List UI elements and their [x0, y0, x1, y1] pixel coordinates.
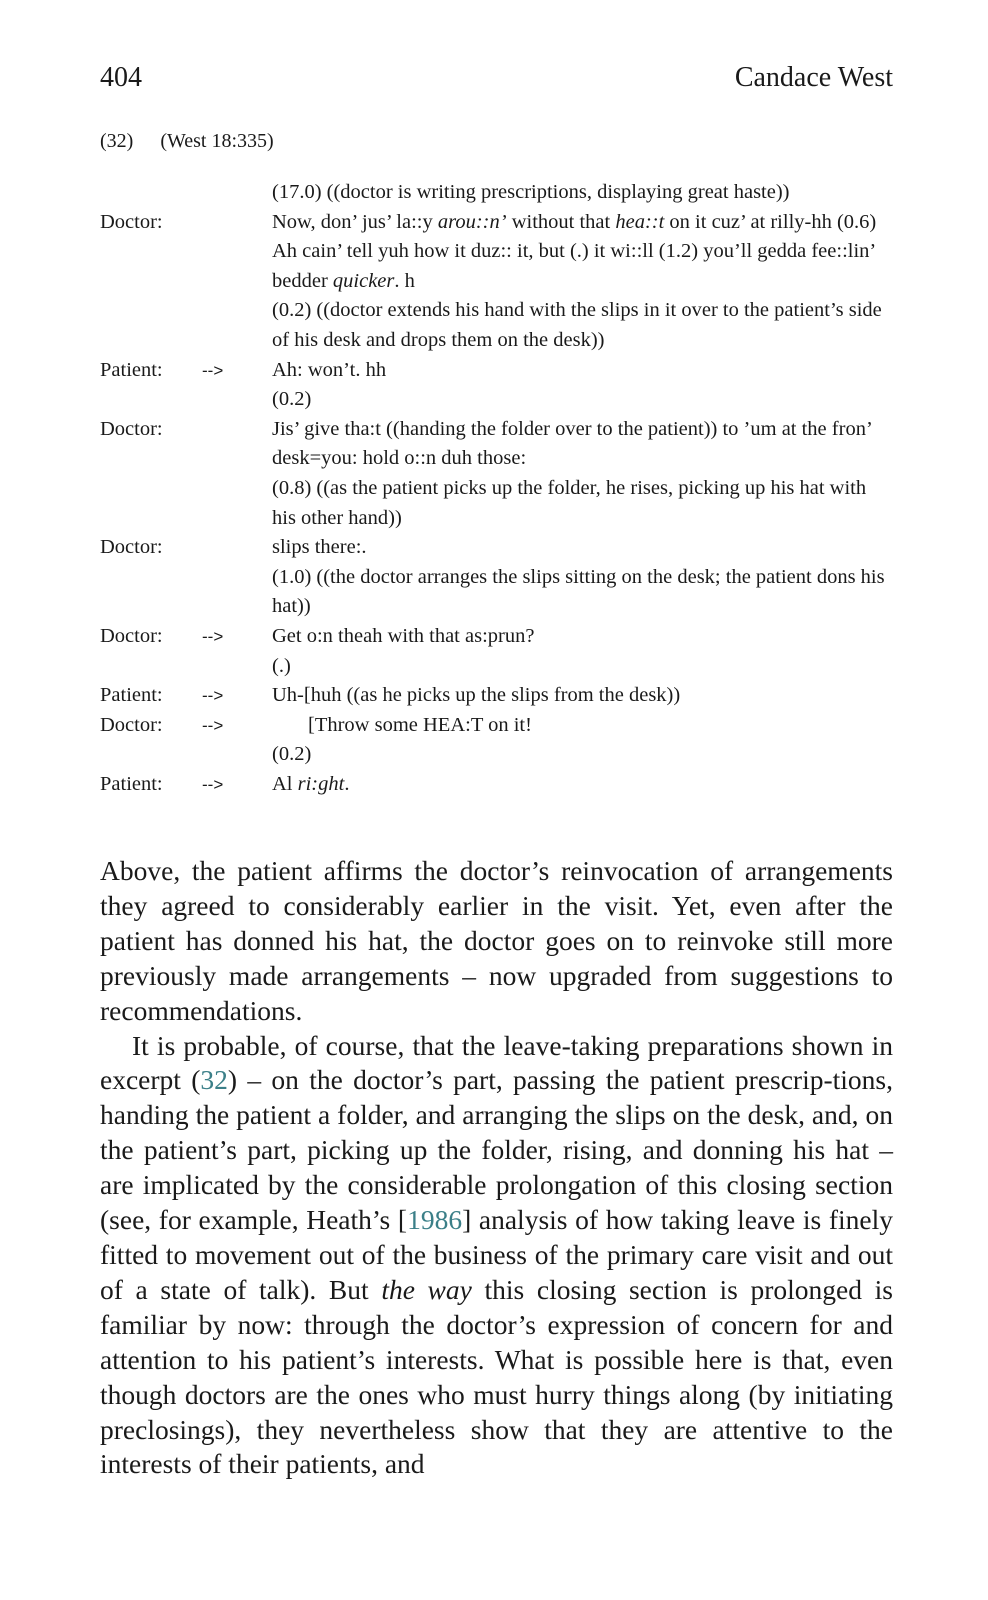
text-segment: Now, don’ jus’ la::y — [272, 210, 438, 233]
excerpt-reference-link[interactable]: 32 — [200, 1064, 228, 1096]
transcript-line — [100, 178, 893, 208]
speaker-label: Doctor: — [100, 417, 163, 440]
emphasized-segment: ri:ght — [297, 772, 345, 795]
excerpt-label — [100, 130, 296, 153]
arrow-marker: --> — [202, 686, 224, 706]
text-segment: Al — [272, 772, 298, 795]
body-text — [100, 854, 893, 1482]
transcript — [100, 178, 893, 799]
utterance-text — [272, 208, 893, 297]
utterance-text: (17.0) ((doctor is writing prescriptions, displaying great haste)) — [272, 181, 790, 203]
utterance-text: [Throw some HEA:T on it! — [308, 713, 532, 736]
emphasis: the way — [381, 1273, 472, 1305]
text-segment: on it cuz’ at rilly-hh (0.6) Ah cain’ tell yuh how it duz:: it, but (.) it wi::ll (1.2) you’ll gedda fee::lin’ bedder — [272, 210, 877, 292]
speaker-label: Patient: — [100, 358, 163, 381]
utterance-text: slips there:. — [272, 536, 367, 559]
emphasized-segment: hea::t — [615, 210, 665, 233]
transcript-line — [100, 533, 893, 563]
utterance-text: (0.2) ((doctor extends his hand with the slips in it over to the patient’s side of his desk and drops them on the desk)) — [272, 299, 882, 351]
speaker-label: Patient: — [100, 684, 163, 707]
utterance-text: Get o:n theah with that as:prun? — [272, 624, 535, 647]
arrow-marker: --> — [202, 626, 224, 646]
transcript-line — [100, 385, 893, 415]
emphasized-segment: arou::n’ — [437, 210, 507, 233]
transcript-line — [100, 622, 893, 652]
transcript-line — [100, 208, 893, 297]
transcript-line — [100, 681, 893, 711]
text-segment: without that — [506, 210, 616, 233]
paragraph-2-text-a: It is probable, of course, that the leave-taking preparations shown in excerpt ( — [100, 1029, 893, 1096]
speaker-label: Patient: — [100, 772, 163, 795]
excerpt-source: (West 18:335) — [160, 130, 274, 152]
arrow-marker: --> — [202, 715, 224, 735]
citation-link[interactable]: 1986 — [407, 1204, 463, 1236]
page-number: 404 — [100, 62, 142, 93]
transcript-line — [100, 740, 893, 770]
speaker-label: Doctor: — [100, 536, 163, 559]
utterance-text: Ah: won’t. hh — [272, 358, 387, 381]
transcript-line — [100, 415, 893, 474]
paragraph-1: Above, the patient affirms the doctor’s reinvocation of arrangements they agreed to considerably earlier in the visit. Yet, even after the patient has donned his hat, the doctor goes on to reinvoke still more previously made arrangements – now upgraded from suggestions to recommendations. — [100, 855, 893, 1026]
arrow-marker: --> — [202, 774, 224, 794]
running-head — [100, 62, 893, 102]
transcript-line — [100, 474, 893, 533]
utterance-text: (0.8) ((as the patient picks up the folder, he rises, picking up his hat with his other hand)) — [272, 476, 867, 529]
transcript-line — [100, 770, 893, 800]
transcript-line — [100, 563, 893, 622]
text-segment: . h — [394, 269, 415, 292]
utterance-text: Jis’ give tha:t ((handing the folder over to the patient)) to ’um at the fron’ desk=you: hold o::n duh those: — [272, 417, 872, 470]
emphasized-segment: quicker — [332, 269, 395, 292]
transcript-line — [100, 652, 893, 682]
paragraph-2-text-d: this closing section is prolonged is familiar by now: through the doctor’s expression of concern for and attention to his patient’s interests. What is possible here is that, even though doctors are the ones who must hurry things along (by initiating preclosings), they nevertheless show that they are attentive to the interests of their patients, and — [100, 1273, 893, 1480]
speaker-label: Doctor: — [100, 210, 163, 233]
speaker-label: Doctor: — [100, 624, 163, 647]
paragraph-2-text-c: ] analysis of how taking leave is finely fitted to movement out of the business of the primary care visit and out of a state of talk). But — [100, 1204, 893, 1305]
paragraph-2 — [100, 1029, 893, 1483]
utterance-text: (.) — [272, 654, 291, 677]
transcript-line — [100, 296, 893, 355]
utterance-text: (0.2) — [272, 743, 312, 766]
speaker-label: Doctor: — [100, 713, 163, 736]
utterance-text: Uh-[huh ((as he picks up the slips from the desk)) — [272, 684, 681, 707]
transcript-line — [100, 356, 893, 386]
excerpt-number: (32) — [100, 130, 134, 152]
utterance-text: (0.2) — [272, 388, 312, 411]
arrow-marker: --> — [202, 360, 224, 380]
utterance-text — [272, 770, 893, 800]
paragraph-2-text-b: ) – on the doctor’s part, passing the patient prescrip-tions, handing the patient a folder, and arranging the slips on the desk, and, on the patient’s part, picking up the folder, rising, and donning his hat – are implicated by the considerable prolongation of this closing section (see, for example, Heath’s [ — [100, 1064, 893, 1236]
utterance-text: (1.0) ((the doctor arranges the slips sitting on the desk; the patient dons his hat)) — [272, 565, 885, 618]
text-segment: . — [344, 772, 350, 795]
transcript-line — [100, 711, 893, 741]
running-title: Candace West — [734, 62, 893, 93]
